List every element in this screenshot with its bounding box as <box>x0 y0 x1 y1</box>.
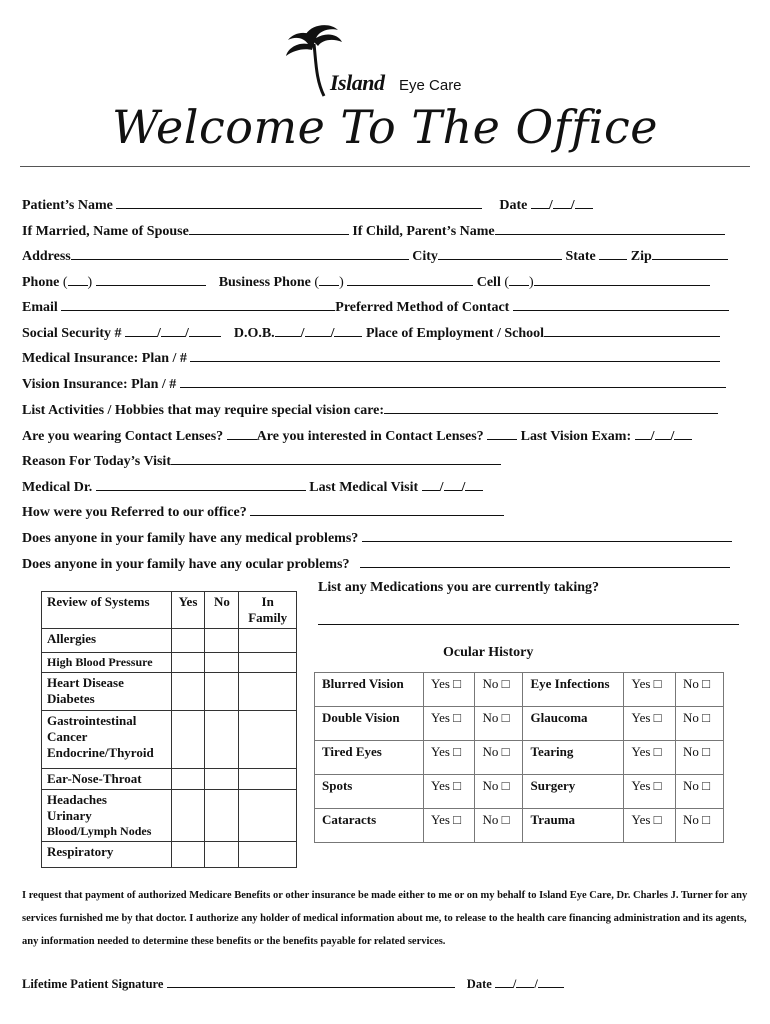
table-row <box>42 790 297 842</box>
reason-field[interactable] <box>171 452 501 465</box>
signature-date-day-field[interactable] <box>516 975 534 988</box>
contacts-interested-label: Are you interested in Contact Lenses? <box>256 429 484 444</box>
condition-label: Spots <box>315 775 424 809</box>
contacts-interested-field[interactable] <box>487 427 517 440</box>
condition-label: Eye Infections <box>523 673 624 707</box>
no-checkbox[interactable]: No □ <box>475 741 523 775</box>
table-row <box>42 629 297 653</box>
row-signature: Lifetime Patient Signature Date / / <box>22 975 752 992</box>
yes-cell[interactable] <box>171 842 205 868</box>
system-gi-cancer-endocrine <box>42 711 172 769</box>
yes-checkbox[interactable]: Yes □ <box>424 707 475 741</box>
system-label: Headaches <box>47 792 107 807</box>
table-header-row <box>42 592 297 629</box>
no-checkbox[interactable]: No □ <box>475 673 523 707</box>
row-address <box>22 247 752 265</box>
phone-field[interactable] <box>96 273 206 286</box>
system-headaches-urinary-blood <box>42 790 172 842</box>
in-family-cell[interactable] <box>239 711 297 769</box>
last-medical-label: Last Medical Visit <box>309 480 419 495</box>
system-label: Urinary <box>47 808 92 823</box>
zip-field[interactable] <box>652 247 728 260</box>
table-row <box>315 775 724 809</box>
ssn-part1-field[interactable] <box>125 324 157 337</box>
yes-cell[interactable] <box>171 673 205 711</box>
table-row <box>315 741 724 775</box>
review-of-systems-table <box>41 591 297 868</box>
in-family-cell[interactable] <box>239 790 297 842</box>
family-ocular-label: Does anyone in your family have any ocular problems? <box>22 557 350 572</box>
phone-area-field[interactable] <box>68 273 88 286</box>
family-medical-field[interactable] <box>362 529 732 542</box>
business-phone-area-field[interactable] <box>319 273 339 286</box>
yes-cell[interactable] <box>171 790 205 842</box>
system-label: Cancer <box>47 729 88 744</box>
condition-label: Trauma <box>523 809 624 843</box>
system-ear-nose-throat <box>42 769 172 790</box>
last-exam-month-field[interactable] <box>635 427 651 440</box>
signature-date-month-field[interactable] <box>495 975 513 988</box>
condition-label: Tearing <box>523 741 624 775</box>
last-exam-label: Last Vision Exam: <box>520 429 632 444</box>
yes-checkbox[interactable]: Yes □ <box>424 673 475 707</box>
row-vision-insurance <box>22 375 752 393</box>
dob-label: D.O.B. <box>233 326 275 341</box>
row-patient-name: Patient’s Name Date / / <box>22 196 752 214</box>
yes-cell[interactable] <box>171 629 205 653</box>
no-checkbox[interactable]: No □ <box>675 673 723 707</box>
row-medical-dr: Medical Dr. Last Medical Visit / / <box>22 478 752 496</box>
address-label: Address <box>22 249 71 264</box>
patient-name-field[interactable] <box>116 196 482 209</box>
date-month-field[interactable] <box>531 196 549 209</box>
reason-label: Reason For Today’s Visit <box>22 454 171 469</box>
table-row <box>42 842 297 868</box>
no-cell[interactable] <box>205 790 239 842</box>
date-day-field[interactable] <box>553 196 571 209</box>
employment-field[interactable] <box>544 324 720 337</box>
system-label: Blood/Lymph Nodes <box>47 824 152 838</box>
state-field[interactable] <box>599 247 627 260</box>
system-allergies <box>42 629 172 653</box>
row-family-ocular <box>22 555 752 573</box>
parent-field[interactable] <box>495 222 725 235</box>
system-heart-diabetes <box>42 673 172 711</box>
in-family-cell[interactable] <box>239 769 297 790</box>
yes-checkbox[interactable]: Yes □ <box>424 741 475 775</box>
address-field[interactable] <box>71 247 409 260</box>
no-cell[interactable] <box>205 653 239 673</box>
in-family-cell[interactable] <box>239 842 297 868</box>
system-respiratory <box>42 842 172 868</box>
spouse-label: If Married, Name of Spouse <box>22 224 189 239</box>
medications-field[interactable] <box>318 624 739 625</box>
business-phone-field[interactable] <box>347 273 473 286</box>
system-high-blood-pressure <box>42 653 172 673</box>
row-referred <box>22 503 752 521</box>
business-phone-label: Business Phone <box>218 275 311 290</box>
condition-label: Surgery <box>523 775 624 809</box>
no-cell[interactable] <box>205 769 239 790</box>
system-label: Ear-Nose-Throat <box>47 771 142 786</box>
family-medical-label: Does anyone in your family have any medical problems? <box>22 531 359 546</box>
email-field[interactable] <box>61 298 335 311</box>
row-email <box>22 298 752 316</box>
table-row <box>42 653 297 673</box>
row-medical-insurance <box>22 349 752 367</box>
condition-label: Tired Eyes <box>315 741 424 775</box>
row-spouse-parent <box>22 222 752 240</box>
city-label: City <box>412 249 438 264</box>
no-cell[interactable] <box>205 673 239 711</box>
no-checkbox[interactable]: No □ <box>475 775 523 809</box>
referred-field[interactable] <box>250 503 504 516</box>
hobbies-label: List Activities / Hobbies that may require special vision care: <box>22 403 385 418</box>
employment-label: Place of Employment / School <box>365 326 545 341</box>
row-reason <box>22 452 752 470</box>
system-label: Endocrine/Thyroid <box>47 745 154 760</box>
system-label: Respiratory <box>47 844 114 859</box>
referred-label: How were you Referred to our office? <box>22 505 247 520</box>
no-checkbox[interactable]: No □ <box>675 809 723 843</box>
preferred-contact-field[interactable] <box>513 298 729 311</box>
vision-insurance-label: Vision Insurance: Plan / # <box>22 377 177 392</box>
ocular-history-title: Ocular History <box>443 645 534 660</box>
in-family-cell[interactable] <box>239 629 297 653</box>
system-label: High Blood Pressure <box>47 655 153 669</box>
header-yes: Yes <box>171 592 205 629</box>
contacts-wearing-field[interactable] <box>227 427 257 440</box>
row-phones: Phone ( ) Business Phone ( ) Cell ( ) <box>22 273 752 291</box>
vision-insurance-field[interactable] <box>180 375 726 388</box>
ocular-history-table <box>314 672 724 843</box>
date-year-field[interactable] <box>575 196 593 209</box>
table-row <box>42 673 297 711</box>
signature-label: Lifetime Patient Signature <box>22 977 164 991</box>
yes-checkbox[interactable]: Yes □ <box>624 673 675 707</box>
in-family-cell[interactable] <box>239 673 297 711</box>
system-label: Allergies <box>47 631 97 646</box>
no-checkbox[interactable]: No □ <box>675 775 723 809</box>
cell-label: Cell <box>476 275 501 290</box>
system-label: Gastrointestinal <box>47 713 137 728</box>
state-label: State <box>565 249 596 264</box>
cell-field[interactable] <box>534 273 710 286</box>
dob-year-field[interactable] <box>334 324 362 337</box>
system-label: Heart Disease <box>47 675 124 690</box>
dob-month-field[interactable] <box>275 324 301 337</box>
no-cell[interactable] <box>205 711 239 769</box>
parent-label: If Child, Parent’s Name <box>352 224 495 239</box>
contacts-wearing-label: Are you wearing Contact Lenses? <box>22 429 224 444</box>
last-exam-year-field[interactable] <box>674 427 692 440</box>
medical-dr-label: Medical Dr. <box>22 480 93 495</box>
condition-label: Cataracts <box>315 809 424 843</box>
yes-checkbox[interactable]: Yes □ <box>624 707 675 741</box>
header-review-of-systems: Review of Systems <box>42 592 172 629</box>
logo-subtitle: Eye Care <box>399 77 462 94</box>
table-row <box>315 809 724 843</box>
medications-label: List any Medications you are currently taking? <box>318 580 600 595</box>
patient-name-label: Patient’s Name <box>22 198 113 213</box>
system-label: Diabetes <box>47 691 95 706</box>
yes-checkbox[interactable]: Yes □ <box>624 741 675 775</box>
row-hobbies <box>22 401 752 419</box>
table-row <box>42 711 297 769</box>
row-family-medical <box>22 529 752 547</box>
zip-label: Zip <box>630 249 652 264</box>
ssn-part2-field[interactable] <box>161 324 185 337</box>
yes-cell[interactable] <box>171 769 205 790</box>
preferred-contact-label: Preferred Method of Contact <box>335 300 510 315</box>
in-family-cell[interactable] <box>239 653 297 673</box>
last-medical-year-field[interactable] <box>465 478 483 491</box>
yes-cell[interactable] <box>171 711 205 769</box>
table-row <box>315 707 724 741</box>
last-medical-day-field[interactable] <box>444 478 462 491</box>
medical-insurance-label: Medical Insurance: Plan / # <box>22 351 187 366</box>
city-field[interactable] <box>438 247 562 260</box>
condition-label: Double Vision <box>315 707 424 741</box>
table-row <box>42 769 297 790</box>
medical-insurance-field[interactable] <box>190 349 720 362</box>
phone-label: Phone <box>22 275 60 290</box>
last-medical-month-field[interactable] <box>422 478 440 491</box>
no-checkbox[interactable]: No □ <box>675 707 723 741</box>
title-divider <box>20 166 750 167</box>
no-checkbox[interactable]: No □ <box>475 707 523 741</box>
yes-cell[interactable] <box>171 653 205 673</box>
dob-day-field[interactable] <box>305 324 331 337</box>
condition-label: Glaucoma <box>523 707 624 741</box>
row-contacts: Are you wearing Contact Lenses? Are you interested in Contact Lenses? Last Vision Exam: / / <box>22 427 752 445</box>
condition-label: Blurred Vision <box>315 673 424 707</box>
no-checkbox[interactable]: No □ <box>475 809 523 843</box>
logo-brand: Island <box>330 70 385 95</box>
family-ocular-field[interactable] <box>360 555 730 568</box>
spouse-field[interactable] <box>189 222 349 235</box>
signature-date-label: Date <box>466 977 492 991</box>
yes-checkbox[interactable]: Yes □ <box>424 775 475 809</box>
email-label: Email <box>22 300 58 315</box>
consent-paragraph: I request that payment of authorized Medicare Benefits or other insurance be made either to me or on my behalf to Island Eye Care, Dr. Charles J. Turner for any services furnished me by that doctor. I authorize any holder of medical information about me, to release to the health care financing administration and its agents, any information needed to determine these benefits or the benefits payable for related services. <box>22 890 748 947</box>
last-exam-day-field[interactable] <box>655 427 671 440</box>
date-label: Date <box>499 198 528 213</box>
hobbies-field[interactable] <box>384 401 718 414</box>
no-checkbox[interactable]: No □ <box>675 741 723 775</box>
no-cell[interactable] <box>205 629 239 653</box>
ssn-part3-field[interactable] <box>189 324 221 337</box>
yes-checkbox[interactable]: Yes □ <box>624 809 675 843</box>
ssn-label: Social Security # <box>22 326 122 341</box>
medical-dr-field[interactable] <box>96 478 306 491</box>
header-in-family: In Family <box>239 592 297 629</box>
yes-checkbox[interactable]: Yes □ <box>424 809 475 843</box>
cell-area-field[interactable] <box>509 273 529 286</box>
signature-date-year-field[interactable] <box>538 975 564 988</box>
yes-checkbox[interactable]: Yes □ <box>624 775 675 809</box>
row-ssn-dob: Social Security # / / D.O.B. / / Place of Employment / School <box>22 324 752 342</box>
header-no: No <box>205 592 239 629</box>
table-row <box>315 673 724 707</box>
page-title: Welcome To The Office <box>112 100 658 154</box>
no-cell[interactable] <box>205 842 239 868</box>
signature-field[interactable] <box>167 975 455 988</box>
